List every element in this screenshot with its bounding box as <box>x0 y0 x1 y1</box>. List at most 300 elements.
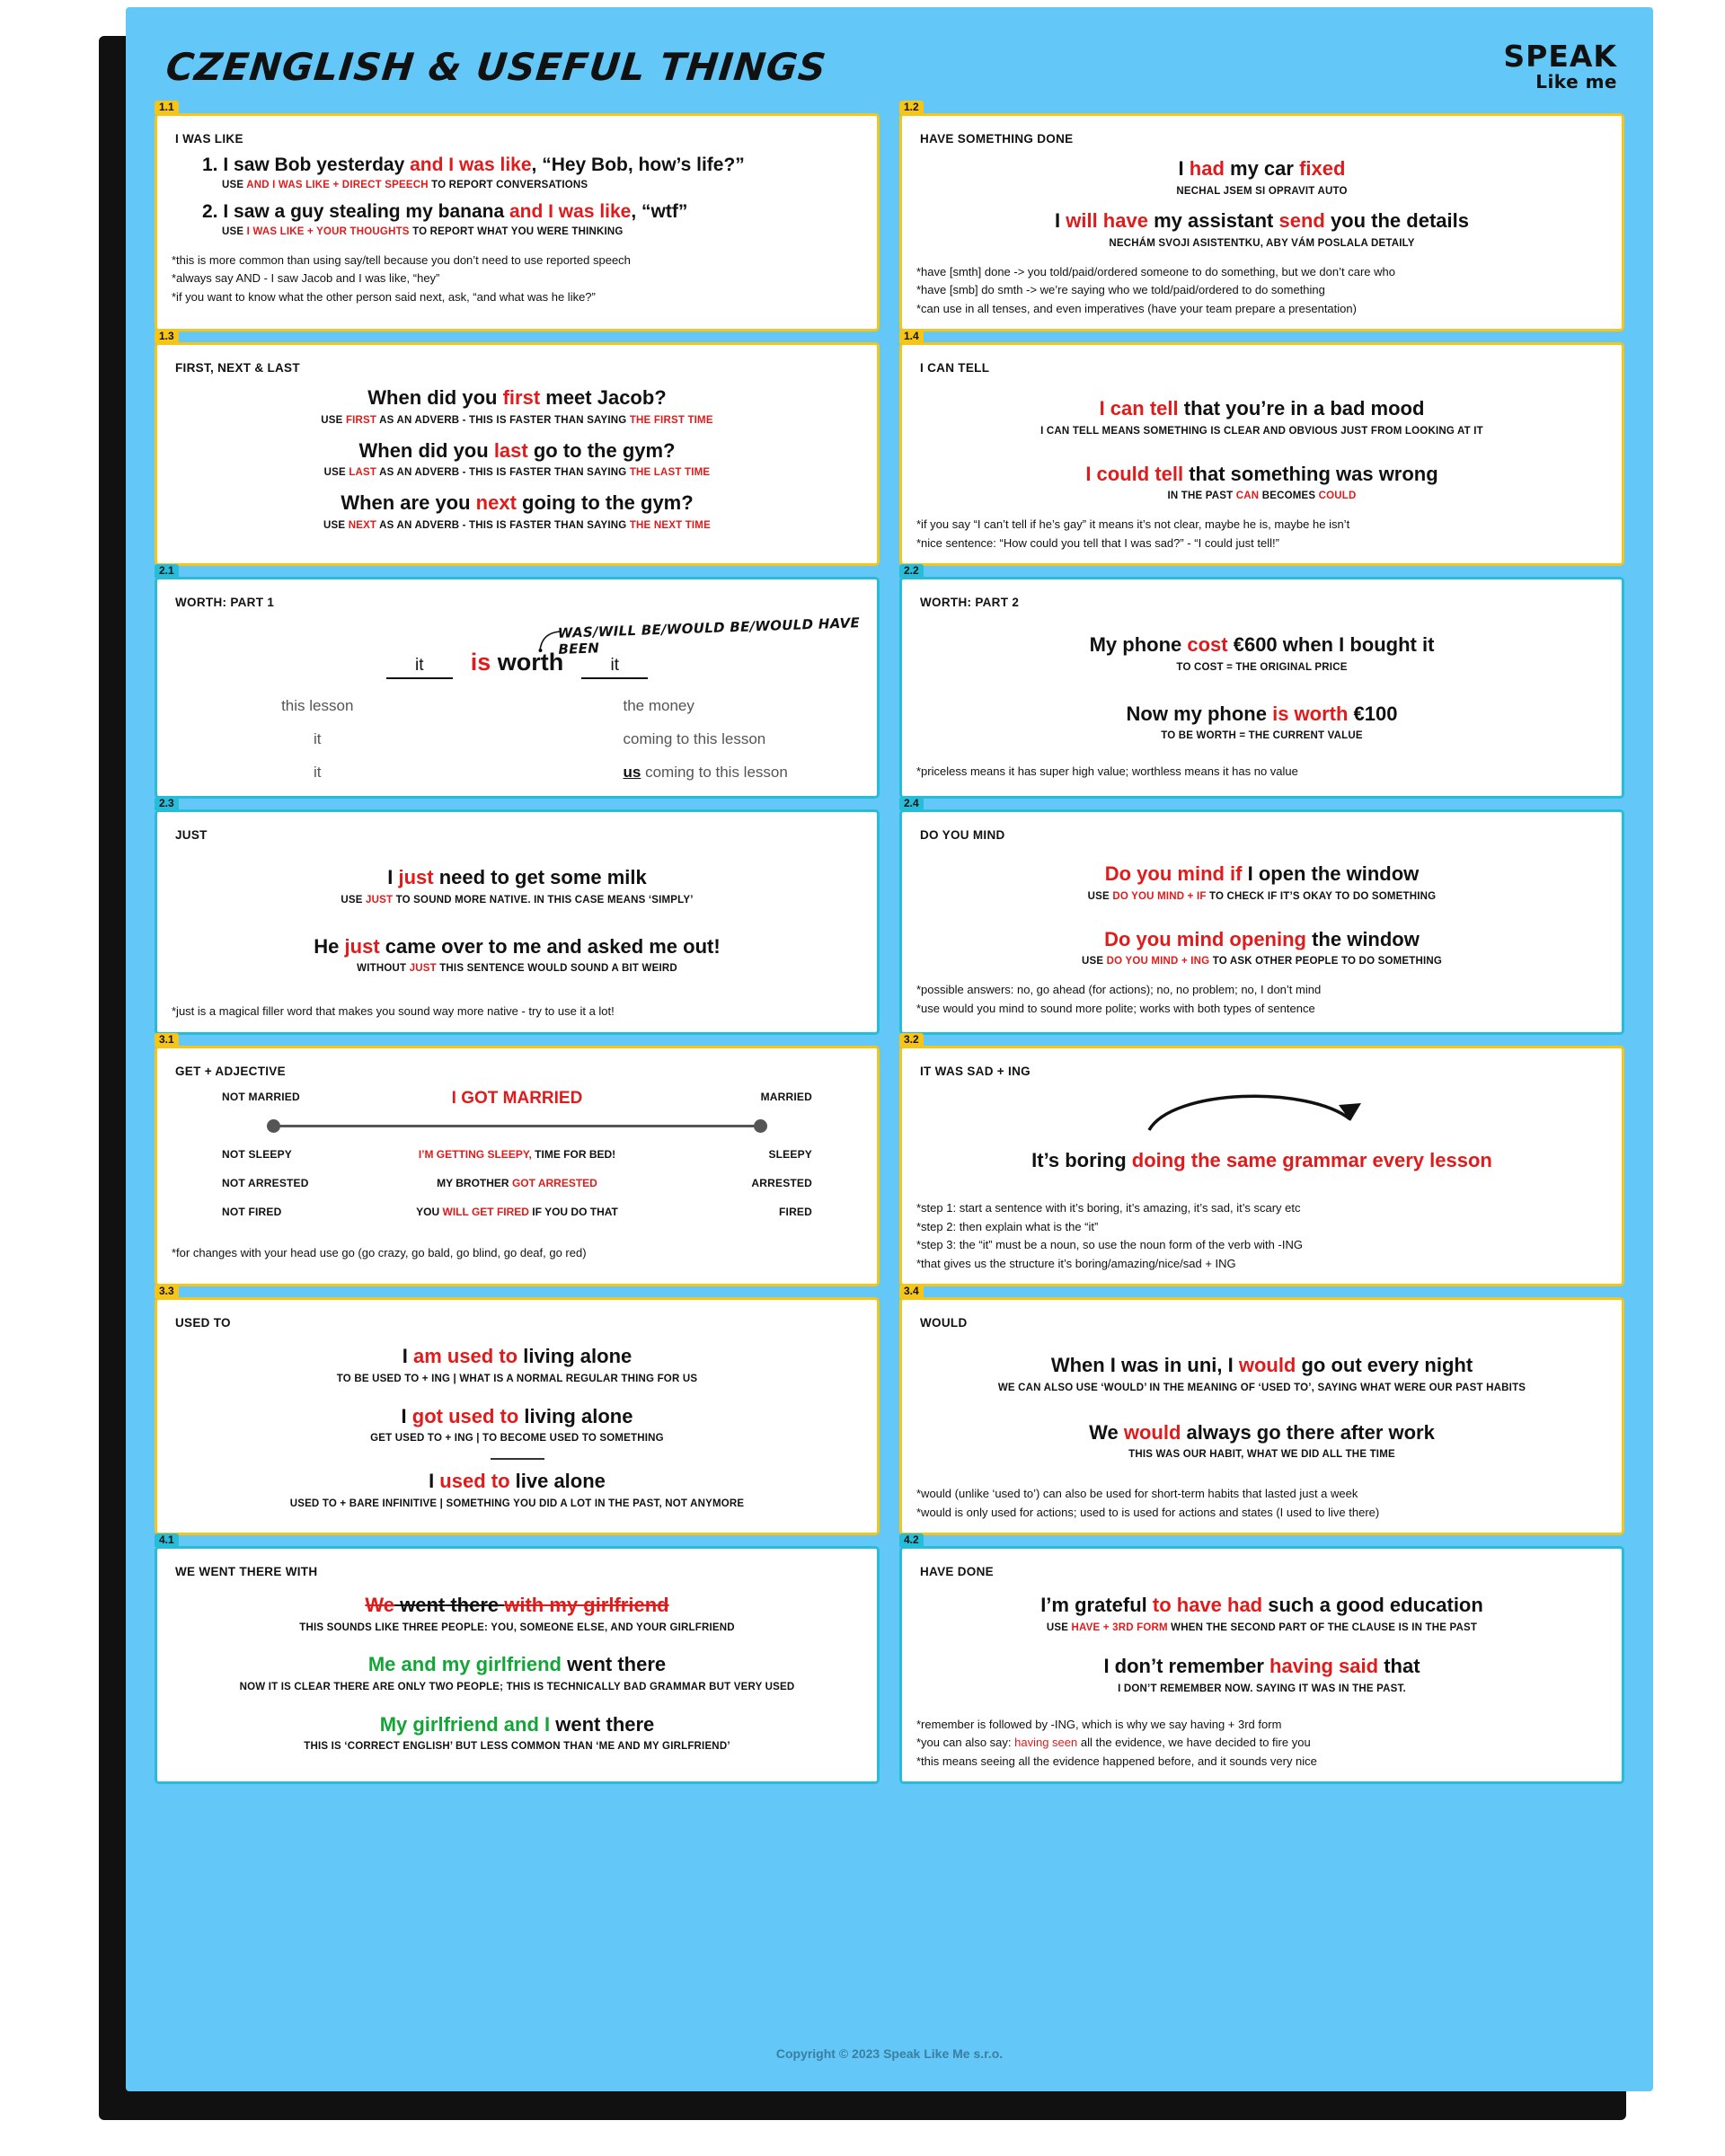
scale-right-label: FIRED <box>779 1205 812 1218</box>
part: €100 <box>1348 702 1398 725</box>
card-tag: 3.2 <box>899 1033 924 1047</box>
part: USE <box>1046 1621 1072 1633</box>
part: living alone <box>518 1345 632 1368</box>
card-1-2 <box>899 101 1624 331</box>
highlight: first <box>502 386 541 410</box>
example-subtitle: I CAN TELL MEANS SOMETHING IS CLEAR AND OBVIOUS JUST FROM LOOKING AT IT <box>1040 425 1483 437</box>
part: always go there after work <box>1181 1420 1435 1444</box>
card-tag: 2.2 <box>899 564 924 578</box>
card-3-2 <box>899 1032 1624 1287</box>
part: need to get some milk <box>433 866 647 889</box>
highlight: just <box>398 866 434 889</box>
worth-formula <box>172 649 862 679</box>
card-notes <box>916 516 1607 552</box>
part: that something was wrong <box>1183 462 1438 485</box>
highlight: is <box>470 649 491 676</box>
note: *that gives us the structure it’s boring/amazing/nice/sad + ING <box>916 1256 1236 1270</box>
part: USE <box>323 519 349 531</box>
scale-left-label: NOT ARRESTED <box>222 1176 309 1189</box>
example-subtitle: NOW IT IS CLEAR THERE ARE ONLY TWO PEOPLE; THIS IS TECHNICALLY BAD GRAMMAR BUT VERY USED <box>239 1681 795 1692</box>
part: BECOMES <box>1259 490 1319 502</box>
example-subtitle: TO COST = THE ORIGINAL PRICE <box>1176 661 1348 673</box>
part: the window <box>1305 927 1420 950</box>
part: my assistant <box>1147 209 1279 233</box>
highlight: to have had <box>1152 1594 1263 1616</box>
highlight: last <box>493 438 528 462</box>
note: *step 2: then explain what is the “it” <box>916 1219 1099 1233</box>
card-title: JUST <box>175 828 208 843</box>
part: go out every night <box>1296 1354 1473 1377</box>
part: TO CHECK IF IT’S OKAY TO DO SOMETHING <box>1206 890 1437 902</box>
card-title: FIRST, NEXT & LAST <box>175 361 300 376</box>
card-row-4 <box>155 797 1624 1034</box>
card-title: HAVE SOMETHING DONE <box>920 132 1074 146</box>
highlight: JUST <box>366 894 394 906</box>
part: I <box>387 866 399 889</box>
worth-core <box>471 649 564 676</box>
note: *just is a magical filler word that makes you sound way more native - try to use it a lot! <box>172 1004 615 1019</box>
card-examples <box>916 396 1607 503</box>
card-tag: 2.4 <box>899 797 924 810</box>
note: *if you want to know what the other person said next, ask, “and what was he like?” <box>172 289 596 304</box>
highlight: am used to <box>412 1345 518 1368</box>
part: went there <box>394 1594 505 1616</box>
card-notes <box>916 263 1607 318</box>
card-notes <box>916 1716 1607 1771</box>
card-tag: 3.1 <box>155 1033 179 1047</box>
part: I <box>429 1470 440 1492</box>
part: TIME FOR BED! <box>531 1147 616 1161</box>
card-row-7 <box>155 1533 1624 1784</box>
highlight: used to <box>439 1470 510 1492</box>
part: such a good education <box>1262 1594 1483 1616</box>
example-text <box>916 208 1607 234</box>
card-row-2 <box>155 330 1624 566</box>
example-part-a: I saw a guy stealing my banana <box>223 200 509 222</box>
part: I don’t remember <box>1103 1655 1270 1678</box>
part: When did you <box>367 386 503 410</box>
card-2-2 <box>899 564 1624 799</box>
example-subtitle <box>916 490 1607 503</box>
example-subtitle: TO BE USED TO + ING | WHAT IS A NORMAL REGULAR THING FOR US <box>336 1373 698 1384</box>
part: We <box>1089 1420 1124 1444</box>
highlight: just <box>344 934 380 958</box>
card-notes <box>916 763 1607 781</box>
note: *can use in all tenses, and even imperatives (have your team prepare a presentation) <box>916 301 1357 315</box>
card-title: WOULD <box>920 1316 968 1330</box>
card-examples <box>916 1353 1607 1462</box>
part: MY BROTHER <box>437 1176 512 1189</box>
example-number: 1. <box>202 155 218 175</box>
sub-highlight: I WAS LIKE + YOUR THOUGHTS <box>246 225 410 237</box>
scale-dot-right <box>754 1119 767 1133</box>
part: AS AN ADVERB - THIS IS FASTER THAN SAYING <box>376 519 630 531</box>
part: I open the window <box>1242 862 1420 886</box>
page-title: CZENGLISH & USEFUL THINGS <box>164 45 829 89</box>
scale-dot-left <box>267 1119 280 1133</box>
highlight: Me and my girlfriend <box>367 1653 562 1676</box>
worth-diagram <box>172 614 862 785</box>
card-row-6 <box>155 1285 1624 1535</box>
example-subtitle <box>172 414 862 428</box>
example-text <box>916 1593 1607 1618</box>
poster-header <box>126 7 1653 110</box>
highlight: WILL GET FIRED <box>442 1205 529 1218</box>
highlight: will have <box>1066 209 1148 233</box>
card-tag: 3.3 <box>155 1285 179 1298</box>
scale-center-label: I GOT MARRIED <box>451 1088 583 1108</box>
highlight: THE LAST TIME <box>629 467 711 479</box>
card-notes <box>172 1003 862 1021</box>
card-4-2 <box>899 1533 1624 1784</box>
sub-part-b: TO REPORT CONVERSATIONS <box>428 180 588 190</box>
example-text <box>916 396 1607 421</box>
example-subtitle: NECHÁM SVOJI ASISTENTKU, ABY VÁM POSLALA DETAILY <box>1109 237 1415 249</box>
sub-highlight: AND I WAS LIKE + DIRECT SPEECH <box>246 180 429 190</box>
example-text <box>202 155 862 176</box>
note: *have [smth] done -> you told/paid/ordered someone to do something, but we don’t care who <box>916 264 1395 278</box>
note: *possible answers: no, go ahead (for actions); no, no problem; no, I don’t mind <box>916 983 1322 997</box>
example-text <box>916 702 1607 727</box>
note <box>916 1734 1607 1752</box>
highlight: COULD <box>1318 490 1357 502</box>
card-examples <box>916 862 1607 968</box>
part: worth <box>491 649 564 676</box>
card-3-4 <box>899 1285 1624 1535</box>
card-1-4 <box>899 330 1624 566</box>
example-subtitle <box>172 519 862 533</box>
example-part-a: I saw Bob yesterday <box>223 155 411 175</box>
scale-left-label: NOT MARRIED <box>222 1090 300 1103</box>
part: WITHOUT <box>357 963 410 975</box>
part: He <box>314 934 345 958</box>
note: *for changes with your head use go (go crazy, go bald, go blind, go deaf, go red) <box>172 1245 587 1259</box>
part: that you’re in a bad mood <box>1178 397 1425 420</box>
card-tag: 1.4 <box>899 330 924 343</box>
note: *have [smb] do smth -> we’re saying who we told/paid/ordered to do something <box>916 283 1325 297</box>
note: *if you say “I can’t tell if he’s gay” it means it’s not clear, maybe he is, maybe he isn’t <box>916 517 1350 532</box>
note: *would is only used for actions; used to is used for actions and states (I used to live there) <box>916 1505 1380 1519</box>
highlight: with my girlfriend <box>504 1594 669 1616</box>
highlight: fixed <box>1299 157 1346 180</box>
brand-logo <box>1503 41 1617 91</box>
example-highlight: and I was like <box>410 155 532 175</box>
highlight: FIRST <box>345 414 377 426</box>
blank-left: it <box>386 656 453 679</box>
example-subtitle <box>916 955 1607 968</box>
part: USE <box>1081 956 1107 968</box>
part: I <box>402 1345 413 1368</box>
scale-right-label: ARRESTED <box>751 1176 812 1189</box>
card-examples <box>916 1148 1607 1173</box>
example-text <box>172 1593 862 1618</box>
part: IN THE PAST <box>1167 490 1236 502</box>
part: USE <box>341 894 367 906</box>
note: *step 3: the “it” must be a noun, so use the noun form of the verb with -ING <box>916 1238 1303 1252</box>
part: THIS SENTENCE WOULD SOUND A BIT WEIRD <box>436 963 677 975</box>
highlight: us <box>623 764 641 782</box>
note: *would (unlike ‘used to’) can also be used for short-term habits that lasted just a week <box>916 1487 1358 1500</box>
part: coming to this lesson <box>645 764 788 782</box>
scale-left-label: NOT FIRED <box>222 1205 282 1218</box>
card-tag: 1.3 <box>155 330 179 343</box>
card-1-1 <box>155 101 880 331</box>
example-part-b: , “wtf” <box>631 200 688 222</box>
card-notes <box>172 252 862 306</box>
example-subtitle: NECHAL JSEM SI OPRAVIT AUTO <box>1176 185 1348 197</box>
part: When did you <box>358 438 494 462</box>
highlight: doing the same grammar every lesson <box>1131 1148 1492 1171</box>
part: going to the gym? <box>516 491 694 515</box>
card-4-1 <box>155 1533 880 1784</box>
highlight: THE NEXT TIME <box>629 519 711 531</box>
worth-right-options <box>518 697 863 797</box>
worth-variants-note: WAS/WILL BE/WOULD BE/WOULD HAVE BEEN <box>557 614 861 658</box>
highlight: Do you mind opening <box>1104 927 1306 950</box>
part: Now my phone <box>1126 702 1273 725</box>
highlight: is worth <box>1272 702 1349 725</box>
card-examples <box>172 1344 862 1510</box>
part: TO SOUND MORE NATIVE. IN THIS CASE MEANS ‘SIMPLY’ <box>393 894 694 906</box>
card-2-3 <box>155 797 880 1034</box>
example-text <box>172 865 862 890</box>
highlight: JUST <box>409 963 437 975</box>
highlight: would <box>1123 1420 1181 1444</box>
card-examples <box>172 385 862 532</box>
note: *priceless means it has super high value; worthless means it has no value <box>916 764 1298 779</box>
highlight: I could tell <box>1085 462 1184 485</box>
highlight: DO YOU MIND + ING <box>1106 956 1210 968</box>
part: *you can also say: <box>916 1736 1015 1750</box>
example-subtitle <box>172 466 862 480</box>
highlight: I can tell <box>1099 397 1179 420</box>
card-tag: 4.2 <box>899 1533 924 1547</box>
scale-right-label: SLEEPY <box>768 1147 812 1161</box>
worth-options <box>172 697 862 797</box>
highlight: DO YOU MIND + IF <box>1112 890 1207 902</box>
note: *step 1: start a sentence with it’s boring, it’s amazing, it’s sad, it’s scary etc <box>916 1201 1301 1215</box>
part: My phone <box>1089 633 1188 657</box>
example-text <box>916 1420 1607 1445</box>
example-text <box>172 1344 862 1369</box>
example-text <box>202 201 862 223</box>
part: USE <box>323 467 349 479</box>
highlight: HAVE + 3RD FORM <box>1071 1621 1168 1633</box>
example-number: 2. <box>202 200 218 222</box>
card-2-1 <box>155 564 880 799</box>
note: *always say AND - I saw Jacob and I was like, “hey” <box>172 271 440 286</box>
part: AS AN ADVERB - THIS IS FASTER THAN SAYING <box>376 414 630 426</box>
example-part-b: , “Hey Bob, how’s life?” <box>531 155 745 175</box>
divider <box>491 1458 544 1460</box>
sub-part-b: TO REPORT WHAT YOU WERE THINKING <box>409 225 624 237</box>
highlight: Do you mind if <box>1104 862 1243 886</box>
part: you the details <box>1324 209 1469 233</box>
highlight: would <box>1238 1354 1296 1377</box>
part: AS AN ADVERB - THIS IS FASTER THAN SAYING <box>376 467 630 479</box>
example-text <box>172 490 862 516</box>
card-title: I CAN TELL <box>920 361 990 376</box>
card-examples <box>916 1593 1607 1696</box>
scale-left-label: NOT SLEEPY <box>222 1147 293 1161</box>
part: went there <box>562 1653 667 1676</box>
part: USE <box>1087 890 1113 902</box>
part: live alone <box>509 1470 606 1492</box>
card-title: WORTH: PART 2 <box>920 596 1020 610</box>
highlight: NEXT <box>348 519 377 531</box>
option: it <box>314 764 322 782</box>
logo-line-2: Like me <box>1535 71 1617 93</box>
example-text <box>916 927 1607 952</box>
part: went there <box>550 1712 655 1736</box>
example-subtitle <box>222 179 862 192</box>
card-title: DO YOU MIND <box>920 828 1005 843</box>
highlight: had <box>1189 157 1225 180</box>
card-1-3 <box>155 330 880 566</box>
part: I’m grateful <box>1040 1594 1153 1616</box>
card-tag: 2.1 <box>155 564 179 578</box>
highlight: We <box>365 1594 394 1616</box>
scale-right-label: MARRIED <box>760 1090 812 1103</box>
card-examples <box>916 632 1607 743</box>
card-title: USED TO <box>175 1316 231 1330</box>
example-text <box>172 385 862 411</box>
example-text <box>172 1404 862 1429</box>
card-3-1 <box>155 1032 880 1287</box>
card-row-5 <box>155 1032 1624 1287</box>
example-text <box>916 462 1607 487</box>
example-subtitle: GET USED TO + ING | TO BECOME USED TO SOMETHING <box>370 1433 664 1445</box>
option: the money <box>623 697 694 715</box>
part: my car <box>1224 157 1300 180</box>
part: go to the gym? <box>527 438 676 462</box>
card-title: GET + ADJECTIVE <box>175 1064 286 1078</box>
highlight: cost <box>1187 633 1228 657</box>
sub-part-a: USE <box>222 225 247 237</box>
example-subtitle: THIS IS ‘CORRECT ENGLISH’ BUT LESS COMMON THAN ‘ME AND MY GIRLFRIEND’ <box>304 1741 730 1753</box>
example-text <box>916 1353 1607 1378</box>
part: When I was in uni, I <box>1050 1354 1239 1377</box>
option: it <box>314 730 322 748</box>
card-row-1 <box>155 101 1624 331</box>
highlight: LAST <box>349 467 377 479</box>
part: I <box>401 1404 412 1427</box>
card-row-3 <box>155 564 1624 799</box>
example-subtitle <box>222 225 862 239</box>
card-tag: 2.3 <box>155 797 179 810</box>
example-text <box>172 1652 862 1677</box>
curved-arrow-icon <box>1146 1083 1379 1141</box>
card-examples <box>916 156 1607 251</box>
sub-part-a: USE <box>222 180 247 190</box>
card-title: WORTH: PART 1 <box>175 596 275 610</box>
worth-left-options <box>172 697 518 797</box>
highlight: GOT ARRESTED <box>511 1176 597 1189</box>
blank-right: it <box>581 656 648 679</box>
card-examples <box>172 1593 862 1754</box>
arc-arrow-area <box>916 1083 1607 1148</box>
example-text <box>172 438 862 464</box>
logo-line-1: SPEAK <box>1503 39 1617 74</box>
example-subtitle <box>916 890 1607 904</box>
part: living alone <box>518 1404 633 1427</box>
card-tag: 1.1 <box>155 101 179 114</box>
example-subtitle: TO BE WORTH = THE CURRENT VALUE <box>1161 730 1363 742</box>
example-subtitle <box>172 962 862 976</box>
card-3-3 <box>155 1285 880 1535</box>
part: When are you <box>341 491 476 515</box>
highlight: My girlfriend and I <box>379 1712 551 1736</box>
example-text <box>916 862 1607 887</box>
part: YOU <box>416 1205 443 1218</box>
note: *nice sentence: “How could you tell that I was sad?” - “I could just tell!” <box>916 535 1279 550</box>
get-adjective-scale <box>172 1083 862 1223</box>
part: IF YOU DO THAT <box>528 1205 618 1218</box>
card-notes <box>916 1199 1607 1272</box>
option: coming to this lesson <box>623 730 766 748</box>
part: TO ASK OTHER PEOPLE TO DO SOMETHING <box>1209 956 1443 968</box>
example-subtitle: THIS WAS OUR HABIT, WHAT WE DID ALL THE TIME <box>1128 1449 1395 1461</box>
poster-sheet <box>126 7 1653 2091</box>
part: all the evidence, we have decided to fire you <box>1077 1736 1311 1750</box>
card-tag: 1.2 <box>899 101 924 114</box>
cards-grid <box>155 101 1624 1795</box>
part: WHEN THE SECOND PART OF THE CLAUSE IS IN THE PAST <box>1167 1621 1478 1633</box>
part: came over to me and asked me out! <box>379 934 721 958</box>
part: I <box>1055 209 1066 233</box>
highlight: I’M GETTING SLEEPY, <box>418 1147 532 1161</box>
highlight: next <box>475 491 517 515</box>
highlight: having said <box>1269 1655 1379 1678</box>
card-2-4 <box>899 797 1624 1034</box>
part: meet Jacob? <box>540 386 667 410</box>
card-notes <box>916 1485 1607 1521</box>
part: USE <box>321 414 346 426</box>
card-tag: 4.1 <box>155 1533 179 1547</box>
part: I <box>1178 157 1190 180</box>
example-text <box>172 1469 862 1494</box>
note: *this means seeing all the evidence happened before, and it sounds very nice <box>916 1754 1317 1768</box>
example-text <box>916 632 1607 658</box>
option <box>518 764 863 782</box>
example-text <box>172 1712 862 1737</box>
highlight: got used to <box>411 1404 519 1427</box>
example-subtitle <box>172 894 862 907</box>
card-title: WE WENT THERE WITH <box>175 1565 318 1578</box>
highlight: send <box>1278 209 1325 233</box>
card-notes <box>172 1244 862 1262</box>
card-examples <box>172 865 862 976</box>
example-1 <box>202 155 862 192</box>
example-text <box>916 156 1607 181</box>
example-text <box>172 934 862 959</box>
highlight: CAN <box>1235 490 1260 502</box>
highlight: having seen <box>1014 1736 1078 1750</box>
scale-mid-label <box>172 1148 862 1161</box>
scale-line <box>272 1125 762 1127</box>
part: that <box>1378 1655 1420 1678</box>
example-highlight: and I was like <box>509 200 632 222</box>
example-subtitle: USED TO + BARE INFINITIVE | SOMETHING YOU DID A LOT IN THE PAST, NOT ANYMORE <box>289 1498 745 1509</box>
card-title: HAVE DONE <box>920 1565 994 1578</box>
note: *use would you mind to sound more polite; works with both types of sentence <box>916 1001 1315 1015</box>
note: *remember is followed by -ING, which is why we say having + 3rd form <box>916 1717 1282 1731</box>
card-title: IT WAS SAD + ING <box>920 1064 1031 1078</box>
highlight: THE FIRST TIME <box>629 414 713 426</box>
card-examples <box>202 155 862 239</box>
example-subtitle: I DON’T REMEMBER NOW. SAYING IT WAS IN THE PAST. <box>1118 1683 1406 1694</box>
copyright-footer: Copyright © 2023 Speak Like Me s.r.o. <box>775 2046 1004 2061</box>
